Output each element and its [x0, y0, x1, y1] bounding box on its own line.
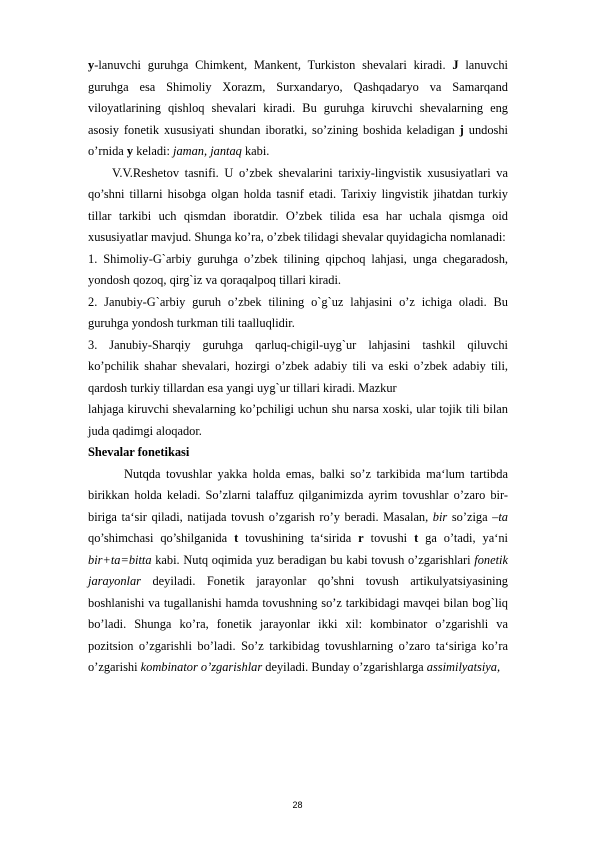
text-run: lanuvchi guruhga esa Shimoliy Xorazm, Surxandaryo, Qashqadaryo va Samarqand viloyatlarining qishloq shevalari kiradi. Bu guruhga kiruvchi shevalarning eng asosiy fonetik xususiyati shundan iboratki, so’zining boshida keladigan: [88, 58, 508, 137]
italic-run: kombinator o’zgarishlar: [140, 660, 263, 674]
bold-run: t: [414, 531, 419, 545]
page-number: 28: [292, 800, 303, 810]
text-run: kabi.: [241, 144, 270, 158]
document-page: [88, 55, 508, 679]
paragraph-reshetov: V.V.Reshetov tasnifi. U o’zbek shevalarini tarixiy-lingvistik xususiyatlari va qo’shni tillarni hisobga olgan holda tasnif etadi. Tarixiy lingvistik jihatdan turkiy tillar tarkibi uch qismdan iboratdir. O’zbek tilida esa har uchala qismga oid xususiyatlar mavjud. Shunga ko’ra, o’zbek tilidagi shevalar quyidagicha nomlanadi:: [88, 165, 508, 244]
paragraph-fonetika: [88, 464, 508, 679]
text-run: ga o’tadi, ya‘ni: [418, 531, 508, 545]
section-heading: Shevalar fonetikasi: [88, 445, 190, 459]
italic-run: bir+ta=bitta: [88, 552, 152, 567]
text-run: deyiladi. Bunday o’zgarishlarga: [262, 660, 427, 674]
bold-run: r: [358, 531, 364, 545]
text-run: tovushining ta‘sirida: [238, 531, 359, 545]
bold-run: t: [234, 531, 239, 545]
text-run: -lanuvchi guruhga Chimkent, Mankent, Turkiston shevalari kiradi.: [94, 58, 453, 72]
list-item-3: 3. Janubiy-Sharqiy guruhga qarluq-chigil-uyg`ur lahjasini tashkil qiluvchi ko’pchilik shahar shevalari, hozirgi o’zbek adabiy tili va eski o’zbek adabiy tili, qardosh turkiy tillardan esa yangi uyg`ur tillari kiradi. Mazkur: [88, 337, 508, 395]
text-run: keladi:: [133, 144, 174, 158]
text-run: tovushi: [363, 531, 415, 545]
text-run: undoshi o’rnida: [88, 122, 509, 158]
bold-letter-j-small: j: [459, 122, 464, 137]
italic-run: assimilyatsiya,: [426, 660, 501, 674]
text-run: deyiladi. Fonetik jarayonlar qo’shni tovush artikulyatsiyasining boshlanishi va tugallanishi hamda tovushning so’z tarkibidagi mavqei bilan bog`liq bo’ladi. Shunga ko’ra, fonetik jarayonlar ikki xil: kombinator o’zgarishli va pozitsion o’zgarishli bo’ladi. So’z tarkibidag tovushlarning o’zaro ta‘siriga ko’ra o’zgarishi: [88, 574, 508, 674]
bold-letter-y: y: [88, 58, 95, 72]
list-item-1: 1. Shimoliy-G`arbiy guruhga o’zbek tilining qipchoq lahjasi, unga chegaradosh, yondosh qozoq, qirg`iz va qoraqalpoq tillari kiradi.: [88, 251, 508, 287]
text-run: so’ziga: [447, 509, 493, 524]
bold-letter-j: J: [452, 58, 459, 72]
text-run: kabi. Nutq oqimida yuz beradigan bu kabi tovush o’zgarishlari: [151, 552, 475, 567]
italic-example: jaman, jantaq: [173, 144, 242, 158]
bold-letter-y-small: y: [126, 144, 134, 158]
italic-run: –ta: [492, 509, 508, 524]
list-item-2: 2. Janubiy-G`arbiy guruh o’zbek tilining o`g`uz lahjasini o’z ichiga oladi. Bu guruhga yondosh turkman tili taalluqlidir.: [88, 294, 508, 330]
text-run: Nutqda tovushlar yakka holda emas, balki so’z tarkibida ma‘lum tartibda birikkan holda keladi. So’zlarni talaffuz qilganimizda ayrim tovushlar o’zaro bir-biriga ta‘sir qiladi, natijada tovush o’zgarish ro’y beradi. Masalan,: [88, 466, 508, 524]
italic-run: fonetik jarayonlar: [88, 552, 508, 588]
text-run: qo’shimchasi qo’shilganida: [88, 531, 235, 545]
paragraph-1: [88, 55, 508, 163]
italic-run: bir: [432, 509, 448, 524]
paragraph-lahja: lahjaga kiruvchi shevalarning ko’pchiligi uchun shu narsa xoski, ular tojik tili bilan juda qadimgi aloqador.: [88, 402, 508, 438]
